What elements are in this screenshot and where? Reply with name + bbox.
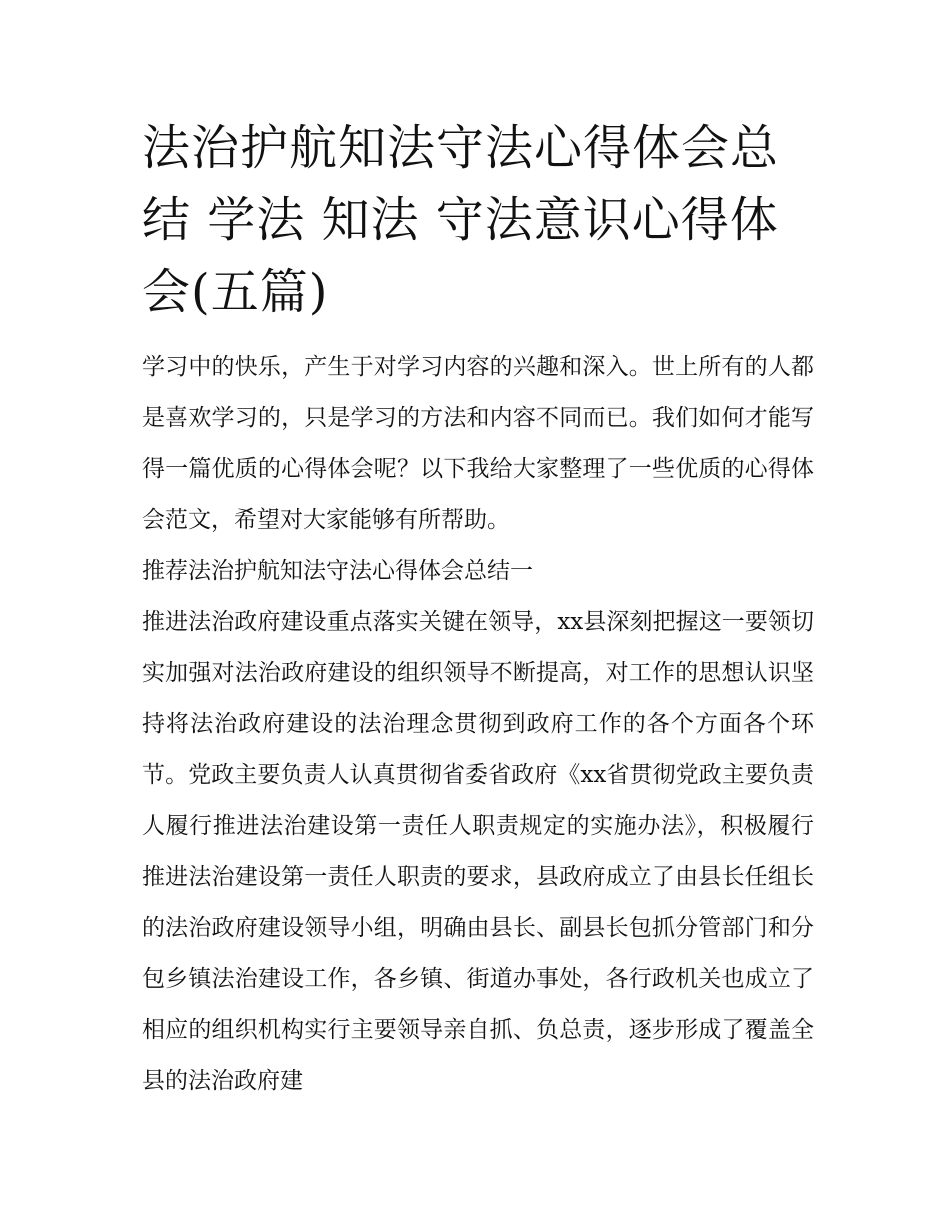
intro-paragraph: 学习中的快乐，产生于对学习内容的兴趣和深入。世上所有的人都是喜欢学习的，只是学习的方法和内容不同而已。我们如何才能写得一篇优质的心得体会呢？以下我给大家整理了一些优质的心得体会范文，希望对大家能够有所帮助。 [142,354,814,533]
section-heading: 推荐法治护航知法守法心得体会总结一 [142,558,533,584]
body-paragraph: 推进法治政府建设重点落实关键在领导，xx县深刻把握这一要领切实加强对法治政府建设的组织领导不断提高，对工作的思想认识坚持将法治政府建设的法治理念贯彻到政府工作的各个方面各个环节。党政主要负责人认真贯彻省委省政府《xx省贯彻党政主要负责人履行推进法治建设第一责任人职责规定的实施办法》，积极履行推进法治建设第一责任人职责的要求，县政府成立了由县长任组长的法治政府建设领导小组，明确由县长、副县长包抓分管部门和分包乡镇法治建设工作，各乡镇、街道办事处，各行政机关也成立了相应的组织机构实行主要领导亲自抓、负总责，逐步形成了覆盖全县的法治政府建 [142,609,814,1094]
document-page [142,112,814,1107]
document-body [142,342,814,1107]
document-title: 法治护航知法守法心得体会总结 学法 知法 守法意识心得体会(五篇) [142,120,780,320]
